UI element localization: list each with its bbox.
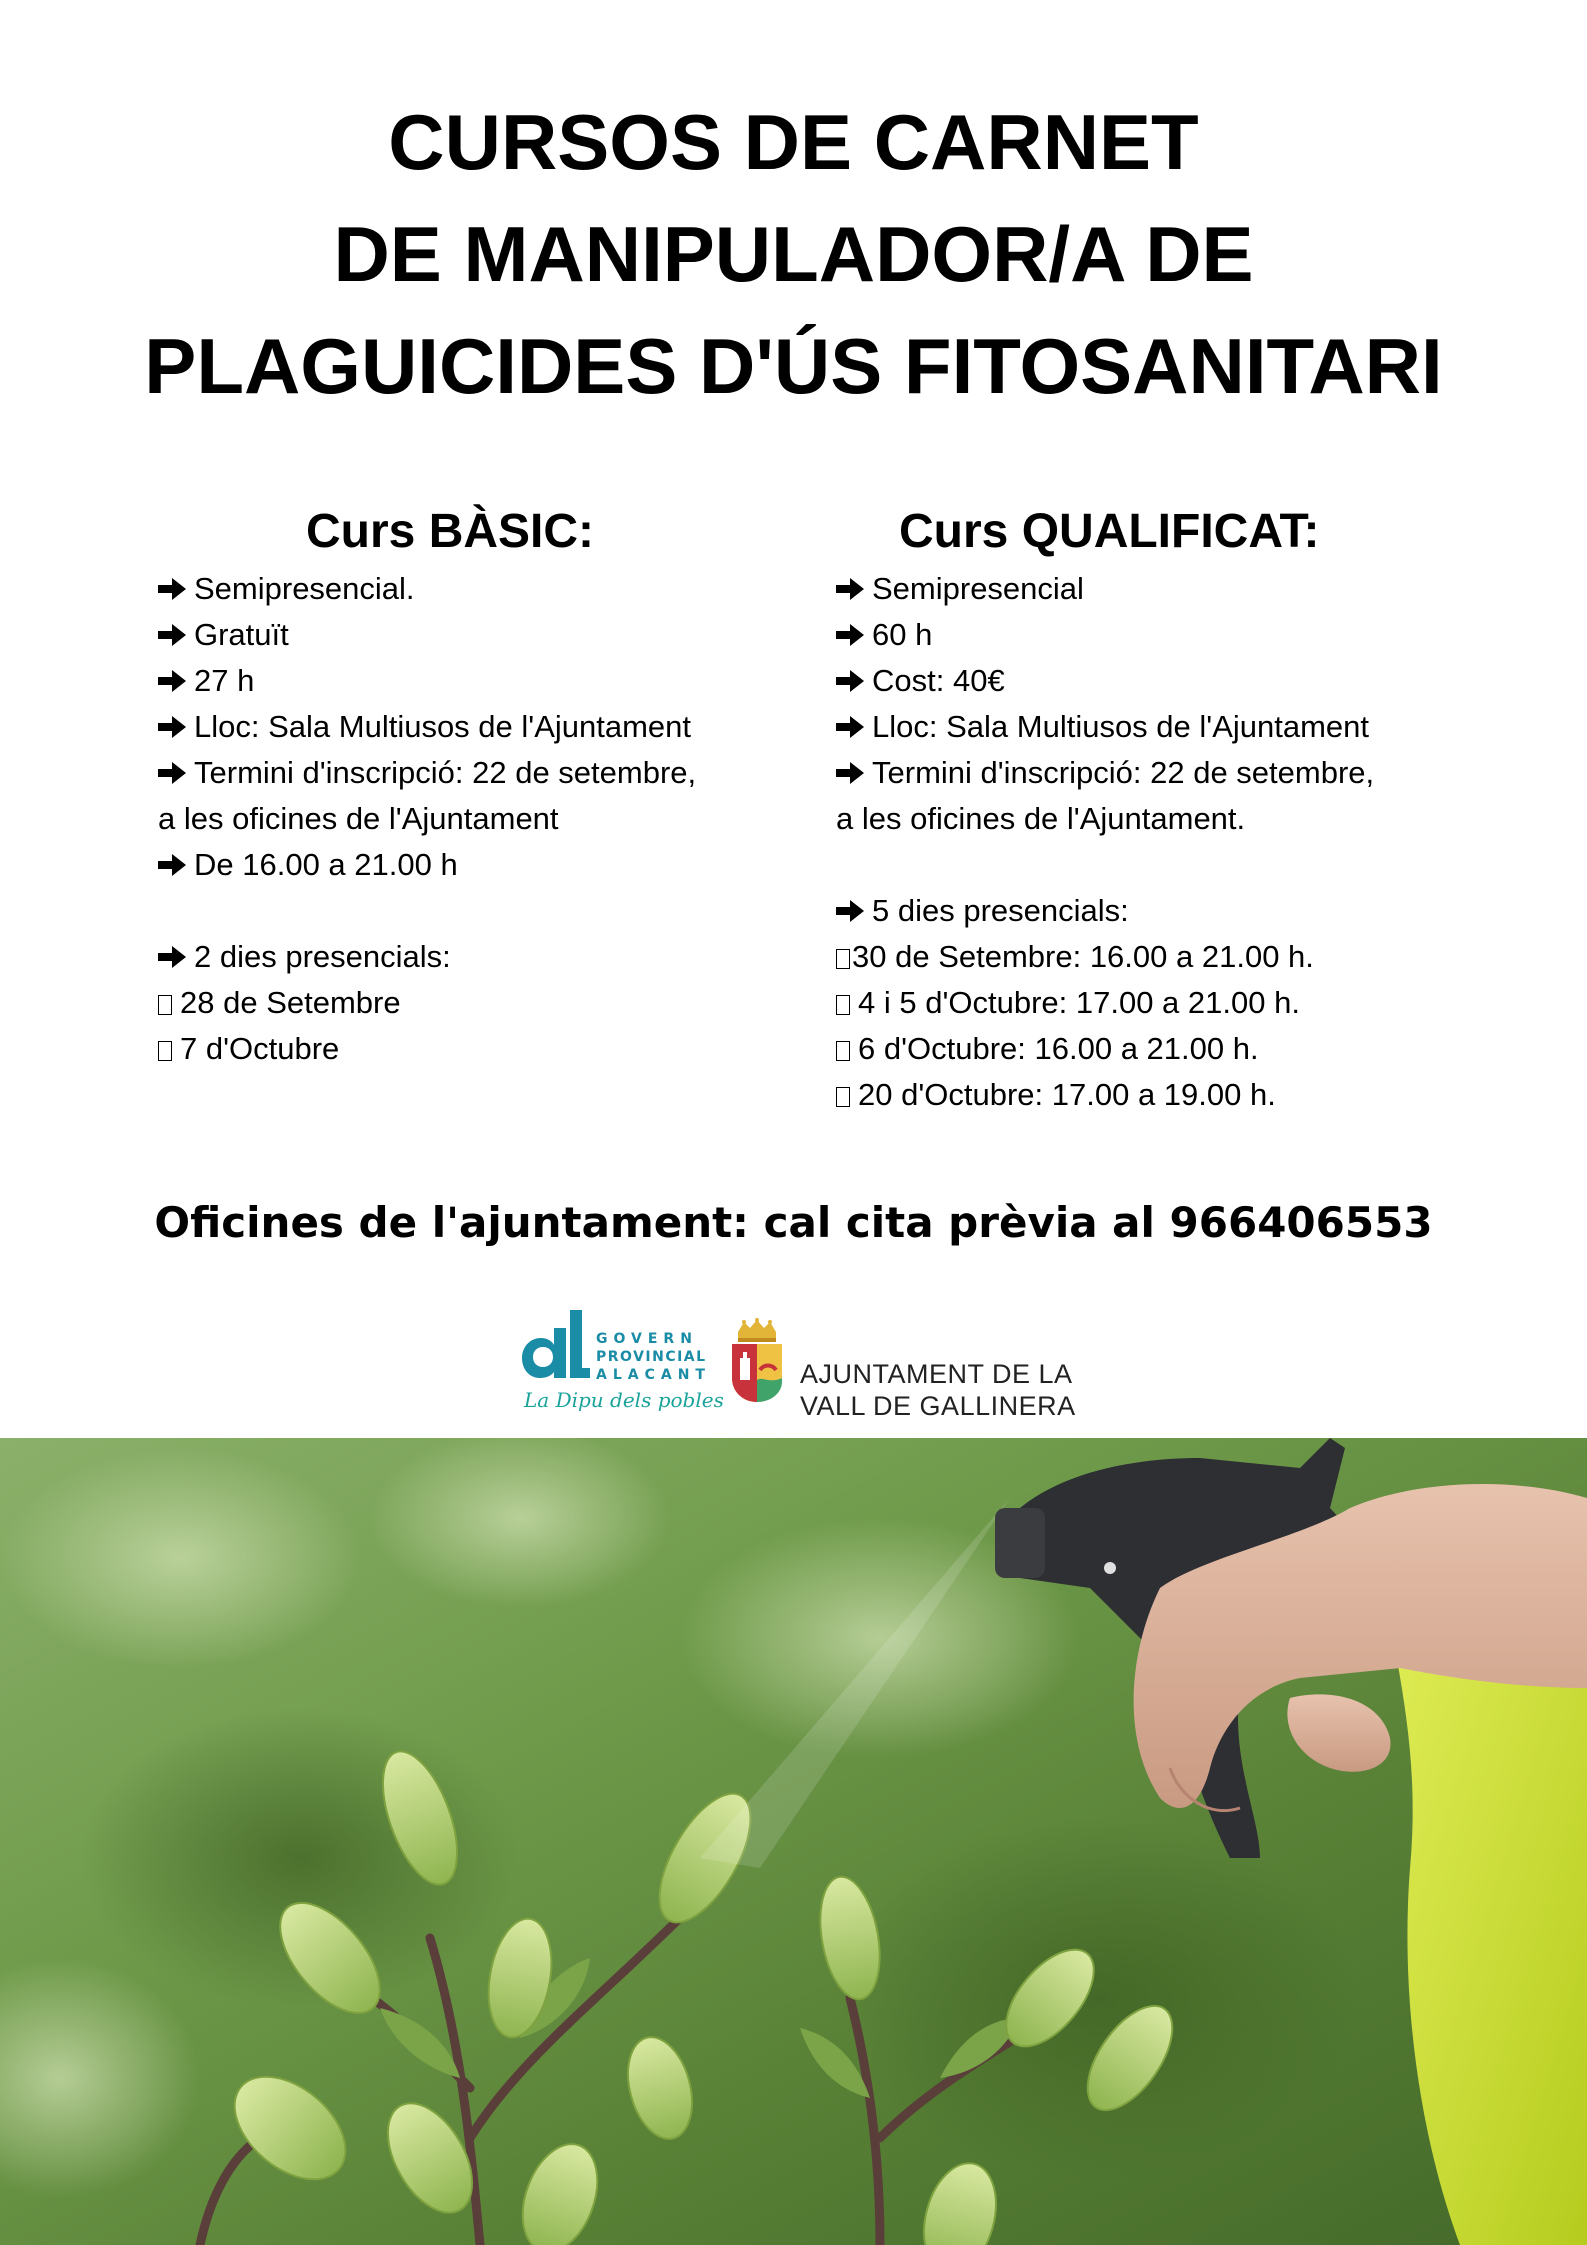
- qualified-date-text: 6 d'Octubre: 16.00 a 21.00 h.: [858, 1031, 1259, 1066]
- dipu-logo: [520, 1306, 724, 1416]
- basic-item: [158, 658, 798, 704]
- qualified-item: [836, 612, 1476, 658]
- basic-date-text: 28 de Setembre: [180, 985, 401, 1020]
- basic-item-text: De 16.00 a 21.00 h: [194, 847, 458, 882]
- qualified-course-section: [836, 500, 1476, 1118]
- arrow-right-icon: [836, 889, 864, 911]
- spray-bottle-photo: [0, 1438, 1587, 2245]
- arrow-right-icon: [836, 613, 864, 635]
- qualified-date-text: 30 de Setembre: 16.00 a 21.00 h.: [852, 939, 1314, 974]
- basic-item-text: Semipresencial.: [194, 571, 415, 606]
- dipu-wordmark: [596, 1330, 711, 1384]
- ajuntament-name: [800, 1358, 1076, 1422]
- qualified-item: [836, 566, 1476, 612]
- basic-date: [158, 1026, 798, 1072]
- arrow-right-icon: [836, 659, 864, 681]
- basic-item-text: 2 dies presencials:: [194, 939, 451, 974]
- basic-item: [158, 842, 798, 888]
- title-line-2: DE MANIPULADOR/A DE: [333, 210, 1254, 298]
- qualified-item-text: Lloc: Sala Multiusos de l'Ajuntament: [872, 709, 1370, 744]
- qualified-item-continuation: a les oficines de l'Ajuntament.: [836, 801, 1246, 836]
- coat-of-arms-icon: [730, 1318, 784, 1406]
- arrow-right-icon: [158, 705, 186, 727]
- empty-box-icon: [158, 1041, 172, 1061]
- dipu-slogan: La Dipu dels pobles: [524, 1388, 724, 1412]
- arrow-right-icon: [158, 567, 186, 589]
- arrow-right-icon: [158, 751, 186, 773]
- arrow-right-icon: [836, 705, 864, 727]
- empty-box-icon: [836, 1041, 850, 1061]
- poster-title: [0, 86, 1587, 422]
- basic-course-section: [158, 500, 798, 1072]
- basic-item: [158, 750, 798, 796]
- title-line-1: CURSOS DE CARNET: [388, 98, 1199, 186]
- qualified-item: [836, 704, 1476, 750]
- basic-item: [158, 566, 798, 612]
- qualified-course-heading: Curs QUALIFICAT:: [899, 505, 1320, 558]
- qualified-item: [836, 658, 1476, 704]
- arrow-right-icon: [158, 659, 186, 681]
- ajuntament-logo: [730, 1318, 1090, 1421]
- basic-item-text: Lloc: Sala Multiusos de l'Ajuntament: [194, 709, 692, 744]
- arrow-right-icon: [836, 751, 864, 773]
- arrow-right-icon: [158, 613, 186, 635]
- qualified-date-text: 4 i 5 d'Octubre: 17.00 a 21.00 h.: [858, 985, 1300, 1020]
- qualified-item: [836, 750, 1476, 796]
- basic-item-text: Gratuït: [194, 617, 289, 652]
- empty-box-icon: [836, 995, 850, 1015]
- qualified-date: [836, 1026, 1476, 1072]
- basic-date: [158, 980, 798, 1026]
- qualified-item-text: 5 dies presencials:: [872, 893, 1129, 928]
- basic-item: [158, 934, 798, 980]
- empty-box-icon: [836, 1087, 850, 1107]
- basic-course-heading: Curs BÀSIC:: [306, 505, 595, 558]
- contact-line: Oficines de l'ajuntament: cal cita prèvia al 966406553: [154, 1198, 1433, 1247]
- empty-box-icon: [836, 949, 850, 969]
- basic-item: [158, 704, 798, 750]
- logo-bar: [0, 1300, 1587, 1430]
- ajuntament-line-1: AJUNTAMENT DE LA: [800, 1359, 1073, 1389]
- arrow-right-icon: [158, 843, 186, 865]
- basic-date-text: 7 d'Octubre: [180, 1031, 340, 1066]
- arrow-right-icon: [158, 935, 186, 957]
- empty-box-icon: [158, 995, 172, 1015]
- qualified-date: [836, 980, 1476, 1026]
- qualified-item: [836, 888, 1476, 934]
- spacer: [836, 842, 1476, 888]
- dipu-line-1: GOVERN: [596, 1331, 698, 1347]
- basic-item-continuation: a les oficines de l'Ajuntament: [158, 801, 559, 836]
- qualified-date-text: 20 d'Octubre: 17.00 a 19.00 h.: [858, 1077, 1276, 1112]
- ajuntament-line-2: VALL DE GALLINERA: [800, 1391, 1076, 1421]
- dipu-line-2: PROVINCIAL: [596, 1349, 707, 1365]
- qualified-date: [836, 1072, 1476, 1118]
- basic-item: [158, 612, 798, 658]
- qualified-item-text: Termini d'inscripció: 22 de setembre,: [872, 755, 1375, 790]
- dipu-mark-icon: [520, 1306, 590, 1386]
- arrow-right-icon: [836, 567, 864, 589]
- dipu-line-3: ALACANT: [596, 1367, 711, 1383]
- qualified-item-text: Semipresencial: [872, 571, 1084, 606]
- spacer: [158, 888, 798, 934]
- basic-item-text: 27 h: [194, 663, 255, 698]
- qualified-item-text: Cost: 40€: [872, 663, 1005, 698]
- basic-item-text: Termini d'inscripció: 22 de setembre,: [194, 755, 697, 790]
- qualified-item-text: 60 h: [872, 617, 933, 652]
- title-line-3: PLAGUICIDES D'ÚS FITOSANITARI: [144, 322, 1443, 410]
- qualified-date: [836, 934, 1476, 980]
